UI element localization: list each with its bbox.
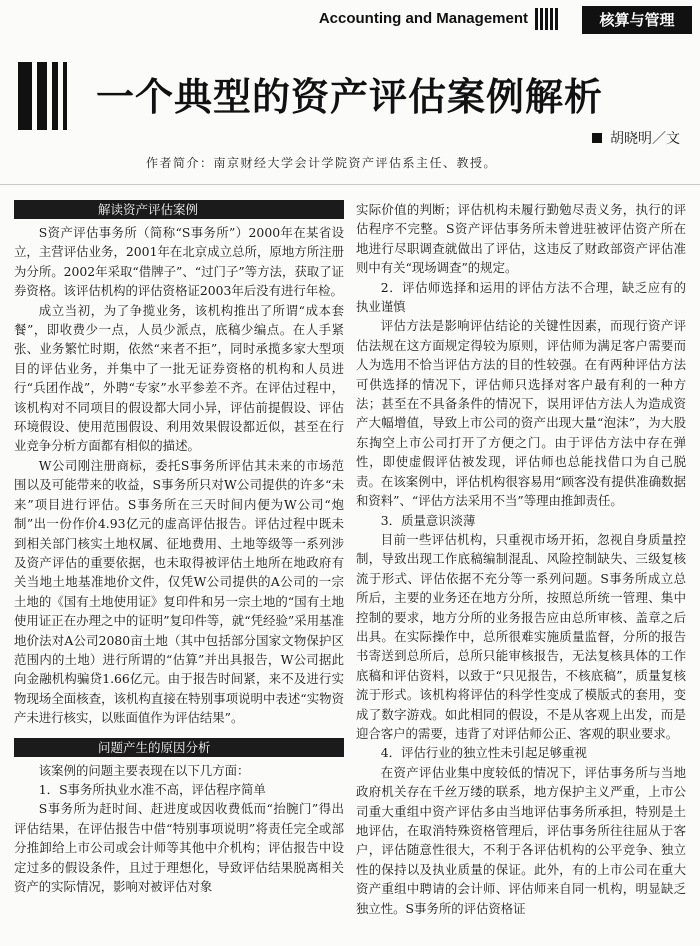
section-heading-case: 解读资产评估案例 <box>14 200 344 219</box>
header-divider <box>0 184 700 185</box>
header-english-title: Accounting and Management <box>318 10 528 27</box>
paragraph: 该案例的问题主要表现在以下几方面： <box>38 762 250 778</box>
paragraph: 在资产评估业集中度较低的情况下，评估事务所与当地政府机关存在千丝万缕的联系，地方保护主义严重，上市公司重大重组中资产评估多由当地评估事务所承担，特别是土地评估，在取消特殊资格管理后，评估事务所往往屈从于客户，评估随意性很大，不利于各评估机构的公平竞争、独立性的保持以及执业质量的保证。此外，有的上市公司在重大资产重组中聘请的会计师、评估师来自同一机构，明显缺乏独立性。S事务所的评估资格证 <box>356 764 686 916</box>
left-column <box>14 200 344 896</box>
header-section-tag: 核算与管理 <box>582 6 692 34</box>
subheading: 3．质量意识淡薄 <box>380 512 476 528</box>
section-heading-causes: 问题产生的原因分析 <box>14 738 344 757</box>
subheading: 2．评估师选择和运用的评估方法不合理，缺乏应有的执业谨慎 <box>356 279 686 315</box>
paragraph: W公司刚注册商标，委托S事务所评估其未来的市场范围以及可能带来的收益，S事务所只对W公司提供的许多“未来”项目进行评估。S事务所在三天时间内便为W公司“炮制”出一份作价4.93亿元的虚高评估报告。评估过程中既未到相关部门核实土地权属、征地费用、土地等级等一系列涉及资产评估的重要依据，也未取得被评估土地所在地政府有关当地土地基准地价文件，仅凭W公司提供的A公司的一宗土地的《国有土地使用证》复印件和另一宗土地的“国有土地使用证正在办理之中的证明”复印件等，就“凭经验”采用基准地价法对A公司2080亩土地（其中包括部分国家文物保护区范围内的土地）进行所谓的“估算”并出具报告，W公司据此向金融机构骗贷1.66亿元。由于报告时间紧，来不及进行实物现场全面核查，该机构直接在特别事项说明中表述“实物资产未进行核实，以账面值作为评估结果”。 <box>14 457 344 726</box>
header-bars-decoration <box>535 8 558 30</box>
paragraph: 目前一些评估机构，只重视市场开拓，忽视自身质量控制，导致出现工作底稿编制混乱、风险控制缺失、三级复核流于形式、评估依据不充分等一系列问题。S事务所成立总所后，主要的业务还在地方分所，按照总所统一管理、集中控制的要求，地方分所的业务报告应由总所审核、盖章之后出具。在实际操作中，总所很难实施质量监督，分所的报告书寄送到总所后，总所只能审核报告，无法复核具体的工作底稿和评估资料，以致于“只见报告，不核底稿”，质量复核流于形式。该机构将评估的科学性变成了模版式的套用，变成了数字游戏。如此相同的假设，不是从客观上出发，而是迎合客户的需要，违背了对评估师公正、客观的职业要求。 <box>356 531 686 741</box>
paragraph: 成立当初，为了争揽业务，该机构推出了所谓“成本套餐”，即收费少一点，人员少派点，底稿少编点。在人手紧张、业务繁忙时期，依然“来者不拒”，同时承揽多家大型项目的评估业务，并集中了一批无证券资格的机构和人员进行“兵团作战”，外聘“专家”水平参差不齐。在评估过程中，该机构对不同项目的假设都大同小异，评估前提假设、评估环境假设、使用范围假设、利用效果假设都近似，甚至在行业竞争分析方面都有相似的描述。 <box>14 302 344 454</box>
paragraph: S资产评估事务所（简称“S事务所”）2000年在某省设立，主营评估业务，2001年在北京成立总所，原地方所注册为分所。2002年采取“借牌子”、“过门子”等方法，获取了证券资格。该评估机构的评估资格证2003年后没有进行年检。 <box>14 225 344 299</box>
author-name: 胡晓明／文 <box>610 131 680 147</box>
right-column <box>356 200 686 918</box>
article-title: 一个典型的资产评估案例解析 <box>96 75 604 119</box>
subheading: 4．评估行业的独立性未引起足够重视 <box>380 745 587 761</box>
page-header <box>0 0 700 42</box>
author-line <box>592 128 680 148</box>
author-note: 作者简介：南京财经大学会计学院资产评估系主任、教授。 <box>146 156 498 170</box>
title-bars-decoration <box>18 62 67 130</box>
square-bullet-icon <box>592 133 602 143</box>
subheading: 1．S事务所执业水准不高，评估程序简单 <box>38 781 266 797</box>
paragraph: 评估方法是影响评估结论的关键性因素，而现行资产评估法规在这方面规定得较为原则，评估师为满足客户需要而人为选用不恰当评估方法的目的性较强。在有两种评估方法可供选择的情况下，评估师只选择对客户最有利的一种方法；甚至在不具备条件的情况下，误用评估方法人为造成资产大幅增值，导致上市公司的资产出现大量“泡沫”，为大股东掏空上市公司打开了方便之门。由于评估方法中存在弹性，即使虚假评估被发现，评估师也总能找借口为自己脱责。在该案例中，评估机构很容易用“顾客没有提供准确数据和资料”、“评估方法采用不当”等理由推卸责任。 <box>356 318 686 509</box>
paragraph: 实际价值的判断；评估机构未履行勤勉尽责义务，执行的评估程序不完整。S资产评估事务所未曾进驻被评估资产所在地进行尽职调查就做出了评估，这违反了财政部资产评估准则中有关“现场调查”的规定。 <box>356 202 686 276</box>
paragraph: S事务所为赶时间、赶进度或因收费低而“抬腕门”得出评估结果，在评估报告中借“特别事项说明”将责任完全或部分推卸给上市公司或会计师等其他中介机构；评估报告中设定过多的假设条件，且过于理想化，导致评估结果脱离相关资产的实际情况，影响对被评估对象 <box>14 801 344 894</box>
